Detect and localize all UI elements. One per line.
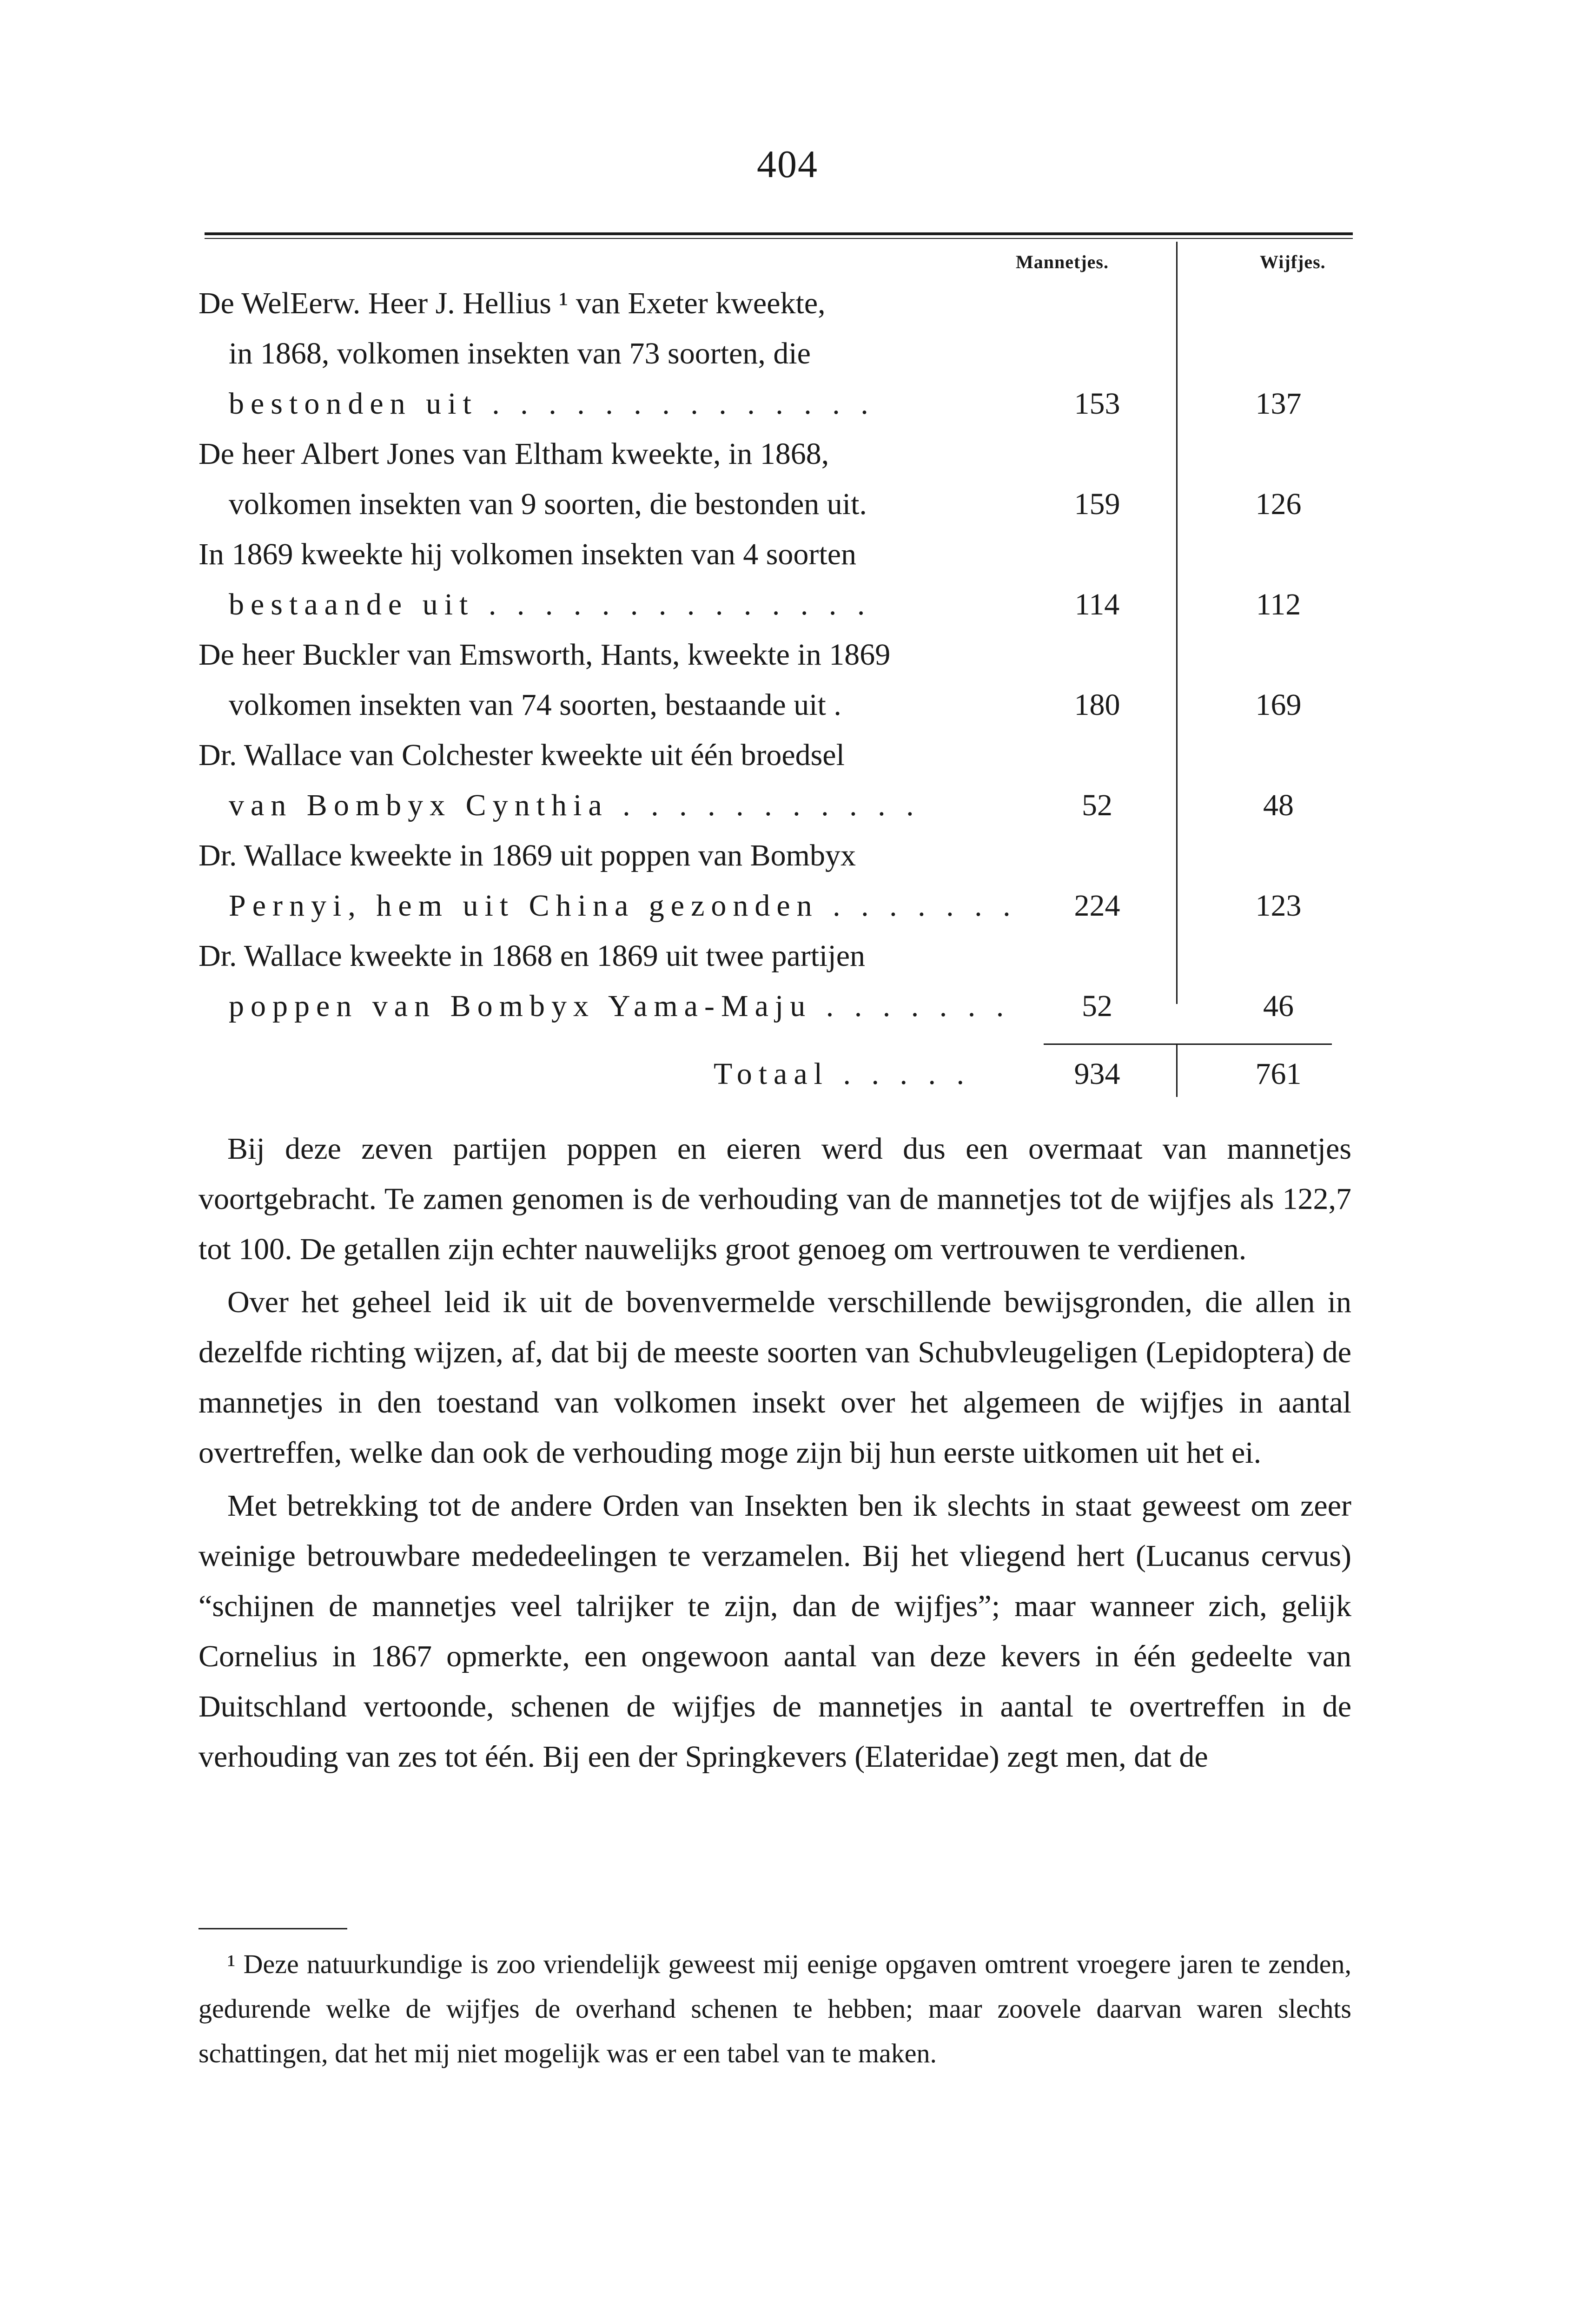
table-cell-females: 137 xyxy=(1255,387,1302,421)
table-row-line: De heer Albert Jones van Eltham kweekte, in 1868, xyxy=(199,437,829,471)
table-row-line: volkomen insekten van 74 soorten, bestaande uit . xyxy=(229,688,841,722)
body-text xyxy=(199,1124,1351,1782)
table-cell-males: 52 xyxy=(1082,788,1112,822)
table-cell-males: 52 xyxy=(1082,989,1112,1023)
table-cell-males: 114 xyxy=(1074,588,1120,621)
table-cell-females: 112 xyxy=(1256,588,1301,621)
table-cell-females: 169 xyxy=(1255,688,1302,722)
table-cell-females: 48 xyxy=(1263,788,1294,822)
table-row-line: in 1868, volkomen insekten van 73 soorten, die xyxy=(229,337,811,370)
table-cell-males: 159 xyxy=(1074,487,1120,521)
paragraph: Bij deze zeven partijen poppen en eieren werd dus een overmaat van mannetjes voortgebracht. Te zamen genomen is de verhouding van de mannetjes tot de wijfjes als 122,7 tot 100. De getallen zijn echter nauwelijks groot genoeg om vertrouwen te verdienen. xyxy=(199,1132,1351,1266)
column-divider xyxy=(1176,242,1178,1004)
total-females: 761 xyxy=(1255,1057,1302,1091)
table-row-line: Pernyi, hem uit China gezonden . . . . . . . xyxy=(229,889,1017,923)
table-row-line: De heer Buckler van Emsworth, Hants, kweekte in 1869 xyxy=(199,638,891,672)
table-cell-males: 153 xyxy=(1074,387,1120,421)
table-row-line: volkomen insekten van 9 soorten, die bestonden uit. xyxy=(229,487,867,521)
footnote xyxy=(199,1942,1351,2076)
paragraph: Met betrekking tot de andere Orden van Insekten ben ik slechts in staat geweest om zeer weinige betrouwbare mededeelingen te verzamelen. Bij het vliegend hert (Lucanus cervus) “schijnen de mannetjes veel talrijker te zijn, dan de wijfjes”; maar wanneer zich, gelijk Cornelius in 1867 opmerkte, een ongewoon aantal van deze kevers in één gedeelte van Duitschland vertoonde, schenen de wijfjes de mannetjes in aantal te overtreffen in de verhouding van zes tot één. Bij een der Springkevers (Elateridae) zegt men, dat de xyxy=(199,1489,1351,1774)
table-row-line: bestonden uit . . . . . . . . . . . . . . xyxy=(229,387,875,421)
table-row-line: Dr. Wallace van Colchester kweekte uit één broedsel xyxy=(199,738,845,772)
table-cell-females: 126 xyxy=(1255,487,1302,521)
table-row-line: bestaande uit . . . . . . . . . . . . . . xyxy=(229,588,872,621)
paragraph: Over het geheel leid ik uit de bovenvermelde verschillende bewijsgronden, die allen in dezelfde richting wijzen, af, dat bij de meeste soorten van Schubvleugeligen (Lepidoptera) de mannetjes in den toestand van volkomen insekt over het algemeen de wijfjes in aantal overtreffen, welke dan ook de verhouding moge zijn bij hun eerste uitkomen uit het ei. xyxy=(199,1285,1351,1470)
table-row-line: Dr. Wallace kweekte in 1869 uit poppen van Bombyx xyxy=(199,838,856,872)
table-row-line: poppen van Bombyx Yama-Maju . . . . . . . xyxy=(229,989,1011,1023)
total-rule xyxy=(1044,1043,1332,1045)
table-row-line: In 1869 kweekte hij volkomen insekten van 4 soorten xyxy=(199,537,857,571)
page-number: 404 xyxy=(757,143,818,186)
footnote-rule xyxy=(199,1928,347,1929)
total-males: 934 xyxy=(1074,1057,1120,1091)
column-divider-total xyxy=(1176,1043,1178,1097)
column-header-males: Mannetjes. xyxy=(1016,251,1109,272)
table-row-line: van Bombyx Cynthia . . . . . . . . . . . xyxy=(229,788,920,822)
top-rule xyxy=(205,232,1353,235)
table-cell-females: 123 xyxy=(1255,889,1302,923)
table-cell-females: 46 xyxy=(1263,989,1294,1023)
table-cell-males: 224 xyxy=(1074,889,1120,923)
top-rule-thin xyxy=(205,238,1353,239)
table-row-line: Dr. Wallace kweekte in 1868 en 1869 uit twee partijen xyxy=(199,939,866,973)
column-header-females: Wijfjes. xyxy=(1260,251,1326,272)
total-label: Totaal . . . . . xyxy=(714,1057,971,1091)
footnote-text: ¹ Deze natuurkundige is zoo vriendelijk geweest mij eenige opgaven omtrent vroegere jaren te zenden, gedurende welke de wijfjes de overhand schenen te hebben; maar zoovele daarvan waren slechts schattingen, dat het mij niet mogelijk was er een tabel van te maken. xyxy=(199,1949,1351,2068)
table-row-line: De WelEerw. Heer J. Hellius ¹ van Exeter kweekte, xyxy=(199,286,826,320)
table-cell-males: 180 xyxy=(1074,688,1120,722)
